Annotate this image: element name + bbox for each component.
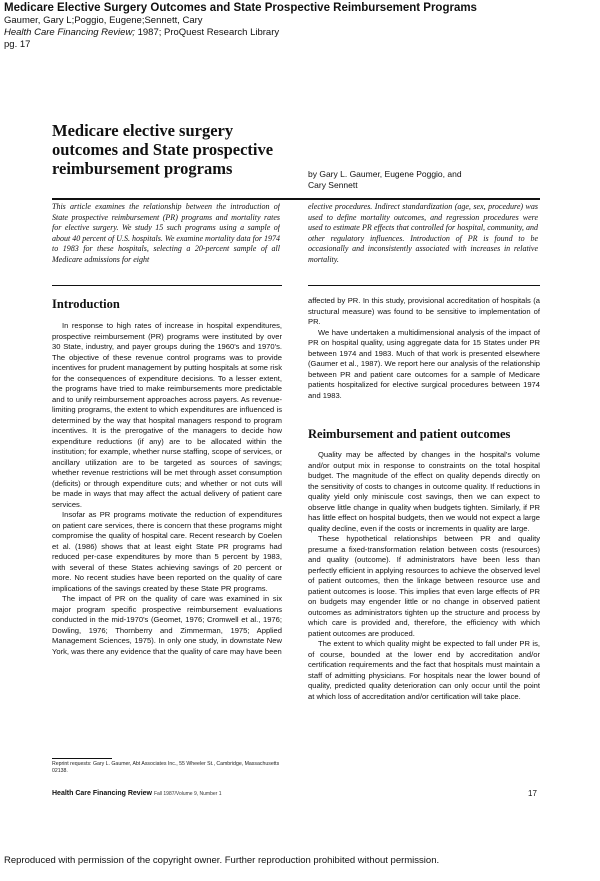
reprint-footnote: Reprint requests: Gary L. Gaumer, Abt Associates Inc., 55 Wheeler St., Cambridge, Massachusetts 02138. [52, 761, 280, 774]
title-divider [52, 198, 540, 200]
article-byline [308, 169, 538, 191]
document-header-source [4, 27, 279, 38]
copyright-notice: Reproduced with permission of the copyright owner. Further reproduction prohibited without permission. [4, 855, 440, 866]
section-heading-reimbursement: Reimbursement and patient outcomes [308, 427, 511, 441]
footer-journal-name: Health Care Financing Review [52, 790, 152, 797]
footer-issue: Fall 1987/Volume 9, Number 1 [153, 791, 222, 797]
byline-line-1: by Gary L. Gaumer, Eugene Poggio, and [308, 169, 462, 179]
abstract-divider-left [52, 285, 282, 286]
body-paragraph: The extent to which quality might be expected to fall under PR is, of course, bounded at the lower end by accreditation and/or certification requirements and the fact that hospitals must maintain a staff of admitting physicians. For hospitals near the lower bound of quality, predicted quality deterioration can only occur until the point at which loss of accreditation and/or certification will take place. [308, 639, 540, 701]
right-column-continuation [308, 296, 540, 414]
body-paragraph: Quality may be affected by changes in the hospital's volume and/or output mix in response to constraints on the total hospital budget. The magnitude of the effect on quality depends directly on the sensitivity of costs to changes in outcome quality. If reductions in quality yield only miniscule cost savings, then we can expect to observe little change in quality when budgets tighten. Similarly, if PR has little effect on hospital budgets, then we would not expect a large quality decline, even if the costs or increments in quality are large. [308, 450, 540, 533]
byline-line-2: Cary Sennett [308, 180, 358, 190]
article-title: Medicare elective surgery outcomes and State prospective reimbursement programs [52, 121, 274, 178]
body-paragraph: affected by PR. In this study, provisional accreditation of hospitals (a structural measure) was found to be sensitive to implementation of PR. [308, 296, 540, 326]
document-header-title: Medicare Elective Surgery Outcomes and State Prospective Reimbursement Programs [4, 2, 477, 14]
abstract-right-column: elective procedures. Indirect standardization (age, sex, procedure) was used to define mortality outcomes, and regression procedures were used to estimate PR effects that controlled for hospital, community, and other regulatory influences. Introduction of PR is found to be occasionally and inconsistently associated with increases in relative mortality. [308, 202, 538, 264]
document-header-authors: Gaumer, Gary L;Poggio, Eugene;Sennett, Cary [4, 15, 203, 26]
page-footer-journal [52, 790, 221, 797]
footnote-divider [52, 758, 112, 759]
section-heading-introduction: Introduction [52, 297, 120, 311]
source-journal: Health Care Financing Review; [4, 27, 135, 38]
body-paragraph: In response to high rates of increase in hospital expenditures, prospective reimbursement (PR) programs were instituted by over 30 State, industry, and payer groups during the 1960's and 1970's. The objective of these revenue control programs was to provide incentives for prudent management by putting hospitals at some risk for the consequences of expenditure decisions. To a lesser extent, the programs have tried to make reimbursements more predictable and to unify reimbursement approaches across payers. As revenue-limiting programs, the extent to which expenditures are influenced is determined by the way that hospital managers respond to program incentives. It is the prerogative of the managers to decide how expenditure reductions (if any) are to be allocated within the institution; for example, whether nurse staffing, scope of services, or ancillary utilization are to be targeted as sources of savings; whether revenue restrictions will be met through asset consumption (deficits) or through expenditure cuts; and whether or not cuts will be made in ways that may affect the actual delivery of patient care services. [52, 321, 282, 509]
abstract-divider-right [308, 285, 540, 286]
body-paragraph: The impact of PR on the quality of care was examined in six major program specific prospective reimbursement evaluations conducted in the mid-1970's (Geomet, 1976; Cromwell et al., 1976; Dowling, 1976; Thornberry and Zimmerman, 1975; Applied Management Sciences, 1975). In only one study, in downstate New York, was there any evidence that the quality of care may have been [52, 594, 282, 656]
introduction-body [52, 321, 282, 755]
body-paragraph: Insofar as PR programs motivate the reduction of expenditures on patient care services, there is concern that these programs might compromise the quality of hospital care. Recent research by Coelen et al. (1986) shows that at least eight State PR programs had reduced per-case expenditures by more than 5 percent by 1983, with several of these States achieving savings of 20 percent or more. No recent studies have been reported on the quality of care implications of the savings created by these State PR programs. [52, 510, 282, 593]
reimbursement-section-body [308, 450, 540, 768]
body-paragraph: We have undertaken a multidimensional analysis of the impact of PR on hospital quality, using aggregate data for 15 States under PR between 1974 and 1983. Much of that work is presented elsewhere (Gaumer et al., 1987). We report here our analysis of the relationship between PR and patient care outcomes for a sample of Medicare patients hospitalized for elective surgical procedures between 1974 and 1983. [308, 327, 540, 400]
abstract-left-column: This article examines the relationship between the introduction of State prospective reimbursement (PR) programs and mortality rates for elective surgery. We study 15 such programs using a sample of about 40 percent of U.S. hospitals. We examine mortality data for 1974 to 1983 for these hospitals, selecting a 20-percent sample of all Medicare admissions for eight [52, 202, 280, 264]
source-details: 1987; ProQuest Research Library [134, 27, 280, 38]
document-header-page: pg. 17 [4, 39, 31, 50]
page-number: 17 [528, 789, 537, 798]
body-paragraph: These hypothetical relationships between PR and quality presume a fixed-transformation relation between costs (resources) and quality (outcome). If administrators have been less than perfectly efficient in applying resources to achieve the observed level of patient outcomes, then the linkage between resource use and patient outcomes is loose. This implies that even large effects of PR on budgets may engender little or no change in observed patient outcomes as administrators tighten up the structure and process by which care is provided and, therefore, the efficiency with which patient outcomes are produced. [308, 534, 540, 638]
